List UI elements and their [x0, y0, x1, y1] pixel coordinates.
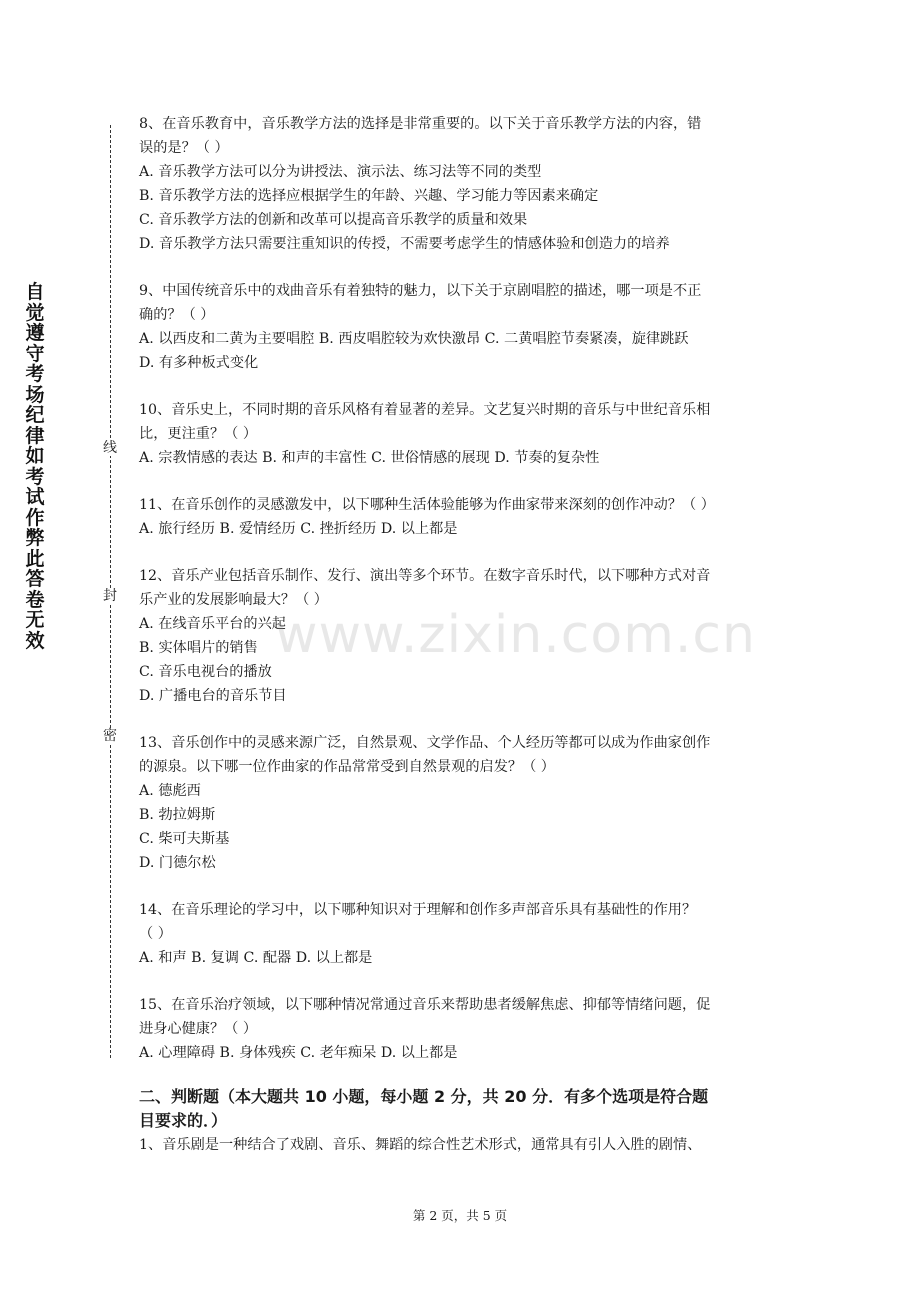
option: C. 柴可夫斯基	[139, 831, 230, 847]
question-8	[139, 112, 787, 256]
seal-label-seal: 封	[103, 588, 117, 604]
section-heading: 二、判断题（本大题共 10 小题，每小题 2 分，共 20 分．有多个选项是符合题	[139, 1087, 709, 1106]
question-stem: 11、在音乐创作的灵感激发中，以下哪种生活体验能够为作曲家带来深刻的创作冲动？（ ）	[139, 497, 715, 513]
option: B. 实体唱片的销售	[139, 640, 258, 656]
option: C. 音乐教学方法的创新和改革可以提高音乐教学的质量和效果	[139, 212, 528, 228]
question-stem: 比，更注重？（ ）	[139, 426, 258, 442]
question-stem: 14、在音乐理论的学习中，以下哪种知识对于理解和创作多声部音乐具有基础性的作用？	[139, 902, 697, 918]
question-stem: （ ）	[139, 926, 172, 942]
exam-discipline-notice: 自觉遵守考场纪律如考试作弊此答卷无效	[25, 281, 45, 652]
option: A. 和声 B. 复调 C. 配器 D. 以上都是	[139, 950, 373, 966]
option: A. 以西皮和二黄为主要唱腔 B. 西皮唱腔较为欢快激昂 C. 二黄唱腔节奏紧凑，旋律跳跃	[139, 331, 689, 347]
question-stem: 确的？（ ）	[139, 307, 215, 323]
option: A. 宗教情感的表达 B. 和声的丰富性 C. 世俗情感的展现 D. 节奏的复杂性	[139, 450, 600, 466]
question-stem: 9、中国传统音乐中的戏曲音乐有着独特的魅力，以下关于京剧唱腔的描述，哪一项是不正	[139, 283, 702, 299]
question-11	[139, 493, 787, 541]
question-stem: 误的是？（ ）	[139, 140, 229, 156]
question-13	[139, 731, 787, 875]
seal-label-secret: 密	[103, 728, 117, 744]
watermark: www.zixin.com.cn	[275, 605, 756, 665]
judgement-item: 1、音乐剧是一种结合了戏剧、音乐、舞蹈的综合性艺术形式，通常具有引人入胜的剧情、	[139, 1137, 702, 1153]
question-stem: 的源泉。以下哪一位作曲家的作品常常受到自然景观的启发？（ ）	[139, 759, 555, 775]
question-9	[139, 279, 787, 375]
seal-label-line: 线	[103, 440, 117, 456]
option: A. 心理障碍 B. 身体残疾 C. 老年痴呆 D. 以上都是	[139, 1045, 458, 1061]
option: A. 德彪西	[139, 783, 201, 799]
option: A. 音乐教学方法可以分为讲授法、演示法、练习法等不同的类型	[139, 164, 542, 180]
option: B. 勃拉姆斯	[139, 807, 216, 823]
question-stem: 13、音乐创作中的灵感来源广泛，自然景观、文学作品、个人经历等都可以成为作曲家创作	[139, 735, 711, 751]
option: D. 门德尔松	[139, 855, 216, 871]
option: A. 旅行经历 B. 爱情经历 C. 挫折经历 D. 以上都是	[139, 521, 458, 537]
question-stem: 10、音乐史上，不同时期的音乐风格有着显著的差异。文艺复兴时期的音乐与中世纪音乐相	[139, 402, 711, 418]
option: A. 在线音乐平台的兴起	[139, 616, 286, 632]
question-14	[139, 898, 787, 970]
option: B. 音乐教学方法的选择应根据学生的年龄、兴趣、学习能力等因素来确定	[139, 188, 599, 204]
question-stem: 8、在音乐教育中，音乐教学方法的选择是非常重要的。以下关于音乐教学方法的内容，错	[139, 116, 702, 132]
option: D. 广播电台的音乐节目	[139, 688, 287, 704]
option: C. 音乐电视台的播放	[139, 664, 272, 680]
question-15	[139, 993, 787, 1065]
option: D. 音乐教学方法只需要注重知识的传授，不需要考虑学生的情感体验和创造力的培养	[139, 236, 670, 252]
page-footer: 第 2 页，共 5 页	[412, 1208, 508, 1223]
question-stem: 进身心健康？（ ）	[139, 1021, 258, 1037]
question-10	[139, 398, 787, 470]
question-stem: 12、音乐产业包括音乐制作、发行、演出等多个环节。在数字音乐时代，以下哪种方式对音	[139, 568, 711, 584]
section-heading: 目要求的．）	[139, 1111, 228, 1130]
option: D. 有多种板式变化	[139, 355, 259, 371]
question-stem: 乐产业的发展影响最大？（ ）	[139, 592, 328, 608]
question-stem: 15、在音乐治疗领域，以下哪种情况常通过音乐来帮助患者缓解焦虑、抑郁等情绪问题，促	[139, 997, 711, 1013]
